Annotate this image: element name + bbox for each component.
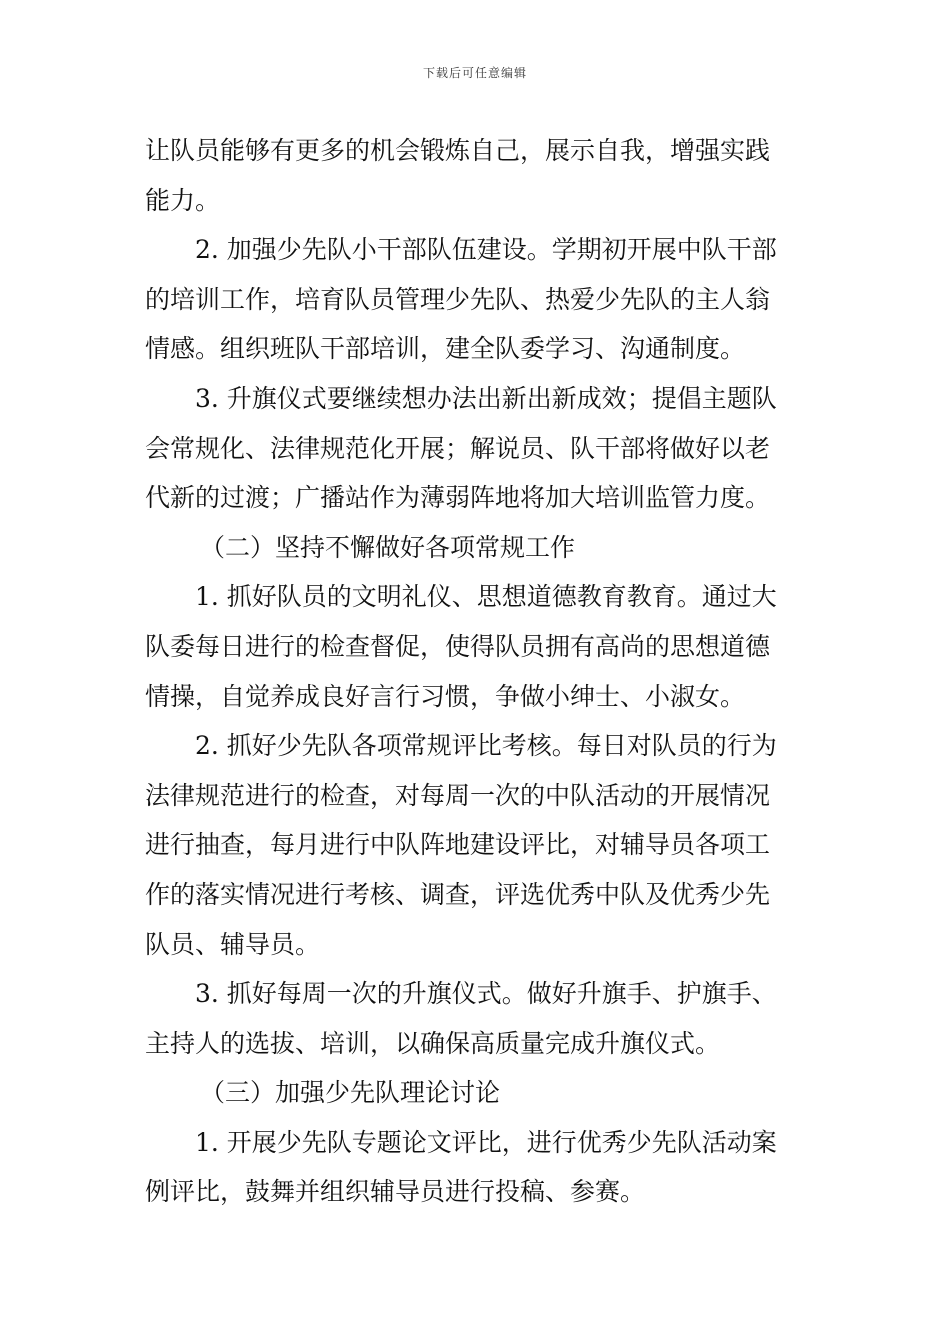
body-line: 作的落实情况进行考核、调查，评选优秀中队及优秀少先 [145, 879, 771, 909]
body-line: 3. 升旗仪式要继续想办法出新出新成效；提倡主题队 [195, 383, 777, 413]
body-line: 代新的过渡；广播站作为薄弱阵地将加大培训监管力度。 [145, 483, 771, 513]
body-line: 能力。 [145, 185, 221, 215]
body-line: 队员、辅导员。 [145, 929, 321, 959]
document-body [145, 126, 810, 1217]
body-line: 让队员能够有更多的机会锻炼自己，展示自我，增强实践 [145, 136, 771, 165]
body-line: 例评比，鼓舞并组织辅导员进行投稿、参赛。 [145, 1177, 646, 1207]
body-line: 3. 抓好每周一次的升旗仪式。做好升旗手、护旗手、 [195, 979, 777, 1009]
body-line: 的培训工作，培育队员管理少先队、热爱少先队的主人翁 [145, 284, 771, 314]
section-heading: （三）加强少先队理论讨论 [200, 1078, 501, 1108]
body-line: 主持人的选拔、培训，以确保高质量完成升旗仪式。 [145, 1028, 721, 1058]
body-line: 情操，自觉养成良好言行习惯，争做小绅士、小淑女。 [145, 681, 746, 711]
body-line: 法律规范进行的检查，对每周一次的中队活动的开展情况 [145, 780, 771, 810]
page-header-note: 下载后可任意编辑 [422, 66, 527, 80]
section-heading: （二）坚持不懈做好各项常规工作 [200, 532, 576, 562]
body-line: 情感。组织班队干部培训，建全队委学习、沟通制度。 [145, 334, 746, 364]
body-line: 队委每日进行的检查督促，使得队员拥有高尚的思想道德 [145, 631, 771, 661]
body-line: 会常规化、法律规范化开展；解说员、队干部将做好以老 [145, 433, 771, 463]
body-line: 1. 抓好队员的文明礼仪、思想道德教育教育。通过大 [195, 582, 777, 612]
body-line: 进行抽查，每月进行中队阵地建设评比，对辅导员各项工 [145, 830, 771, 860]
body-line: 2. 抓好少先队各项常规评比考核。每日对队员的行为 [195, 731, 777, 761]
body-line: 1. 开展少先队专题论文评比，进行优秀少先队活动案 [195, 1127, 777, 1157]
body-line: 2. 加强少先队小干部队伍建设。学期初开展中队干部 [195, 235, 777, 265]
